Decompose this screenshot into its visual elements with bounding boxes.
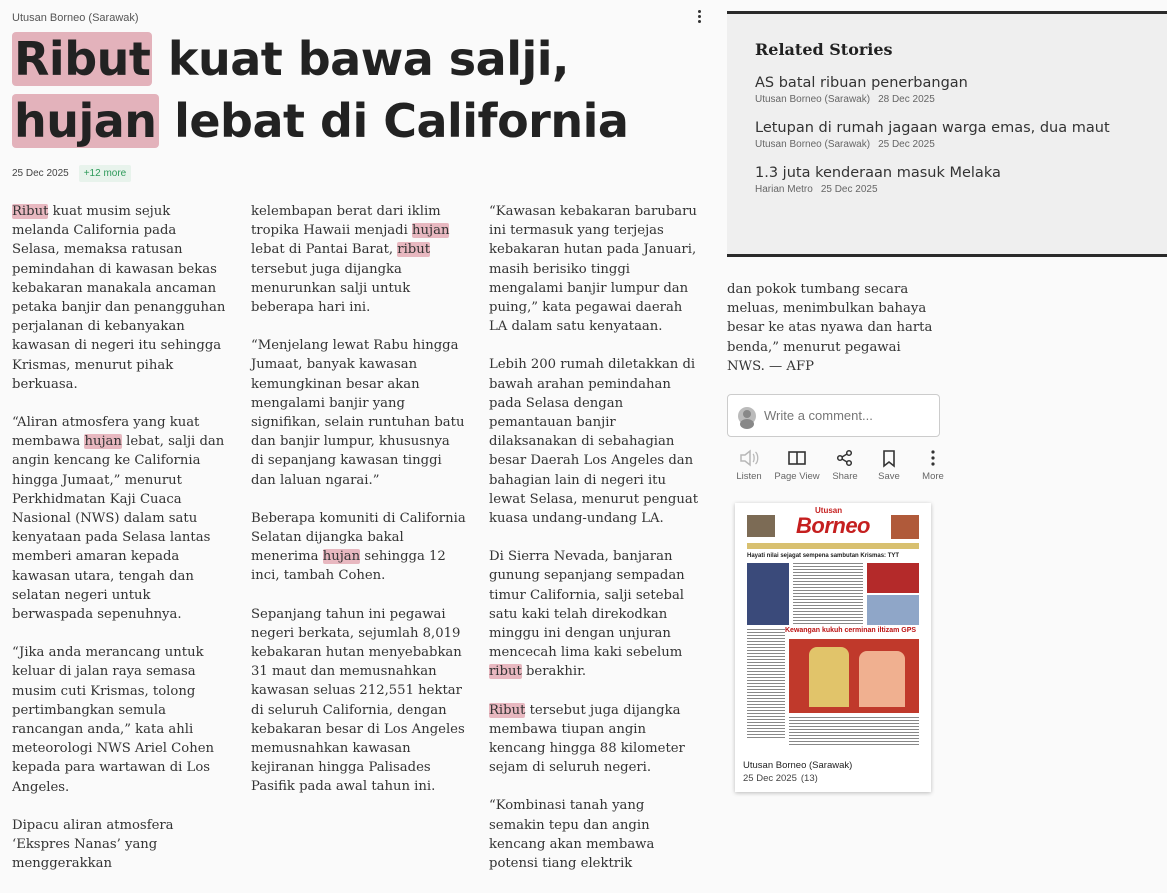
paragraph-text: berakhir. [521, 664, 587, 680]
newspaper-text-block [789, 717, 919, 745]
more-label: More [922, 471, 944, 482]
newspaper-photo [867, 563, 919, 593]
related-story[interactable] [755, 163, 1139, 195]
paragraph [12, 413, 227, 624]
related-story-meta [755, 94, 1139, 105]
keyword-highlight: Ribut [12, 204, 49, 219]
paragraph-text: lebat di Pantai Barat, [251, 242, 398, 258]
headline-text: lebat di California [158, 94, 629, 148]
related-stories-title: Related Stories [755, 40, 893, 59]
paragraph: Sepanjang tahun ini pegawai negeri berkata, sejumlah 8,019 kebakaran hutan menyebabkan 31 maut dan memusnahkan kawasan seluas 212,551 hektar di seluruh California, dengan kebakaran besar di Los Angeles memusnahkan kawasan kejiranan hingga Palisades Pasifik pada awal tahun ini. [251, 606, 465, 795]
newspaper-text-block [793, 563, 863, 625]
newspaper-thumbnail[interactable] [735, 503, 931, 792]
article-headline [12, 28, 702, 152]
paragraph-text: tersebut juga dijangka menurunkan salji untuk beberapa hari ini. [251, 261, 411, 316]
related-story-meta [755, 139, 1139, 150]
bookmark-icon [879, 449, 899, 467]
newspaper-photo-figure [809, 647, 849, 707]
paragraph [489, 547, 704, 681]
page-view-button[interactable] [771, 449, 823, 482]
related-story[interactable] [755, 73, 1139, 105]
save-button[interactable] [867, 449, 911, 482]
paragraph [251, 202, 466, 317]
newspaper-caption [735, 756, 931, 792]
newspaper-body [747, 561, 919, 751]
newspaper-masthead [735, 503, 931, 543]
paragraph: “Menjelang lewat Rabu hingga Jumaat, banyak kawasan kemungkinan besar akan mengalami banjir yang signifikan, selain runtuhan batu dan banjir lumpur, khususnya di sepanjang kawasan tinggi dan laluan ngarai.” [251, 338, 465, 488]
speaker-icon [739, 449, 759, 467]
page-view-label: Page View [774, 471, 820, 482]
paragraph-text: kuat musim sejuk melanda California pada Selasa, memaksa ratusan pemindahan di kawasan bekas kebakaran manakala ancaman petaka banjir dan penangguhan perjalanan di kebanyakan kawasan di negeri itu sehingga Krismas, menurut pihak berkuasa. [12, 204, 226, 392]
newspaper-headline: Hayati nilai sejagat sempena sambutan Krismas: TYT [747, 553, 900, 559]
newspaper-headline: Kewangan kukuh cerminan iltizam GPS [785, 627, 917, 634]
share-label: Share [832, 471, 858, 482]
related-story-title[interactable]: Letupan di rumah jagaan warga emas, dua maut [755, 120, 1110, 136]
paragraph [489, 701, 704, 778]
keyword-highlight: Ribut [489, 702, 526, 718]
related-story-source: Utusan Borneo (Sarawak) [755, 139, 871, 150]
related-story-title[interactable]: AS batal ribuan penerbangan [755, 75, 968, 91]
newspaper-photo [867, 595, 919, 625]
article-date: 25 Dec 2025 [12, 168, 69, 179]
newspaper-text-block [747, 629, 785, 739]
paragraph-text: sehingga 12 inci, tambah Cohen. [251, 549, 446, 584]
related-stories-panel [727, 11, 1167, 257]
headline-highlight: Ribut [14, 32, 151, 86]
article-toolbar [727, 449, 955, 482]
article-meta [12, 165, 131, 182]
headline-text: kuat bawa salji, [152, 32, 569, 86]
more-vertical-icon [923, 449, 943, 467]
keyword-highlight: hujan [322, 549, 361, 565]
newspaper-date-value: 25 Dec 2025 [743, 773, 797, 784]
listen-button[interactable] [727, 449, 771, 482]
newspaper-brand-small: Utusan [815, 506, 843, 515]
comment-input[interactable] [764, 408, 924, 423]
article-column-2 [251, 202, 466, 816]
paragraph: Lebih 200 rumah diletakkan di bawah arahan pemindahan pada Selasa dengan pemantauan banjir dilaksanakan di sebahagian besar Daerah Los Angeles dan bahagian lain di negeri itu lewat Selasa, menurut penguat kuasa undang-undang LA. [489, 357, 699, 527]
paragraph: Dipacu aliran atmosfera ‘Ekspres Nanas’ yang menggerakkan [12, 817, 174, 872]
newspaper-photo [747, 563, 789, 625]
book-open-icon [787, 449, 807, 467]
related-story-meta [755, 184, 1139, 195]
share-icon [835, 449, 855, 467]
paragraph-text: lebat, salji dan angin kencang ke California hingga Jumaat,” menurut Perkhidmatan Kaji Cuaca Nasional (NWS) dalam satu kenyataan pada Selasa lantas memberi amaran kepada kawasan utara, tengah dan selatan negeri untuk berwaspada sepenuhnya. [12, 434, 225, 623]
keyword-highlight: ribut [397, 242, 431, 258]
paragraph-text: “Aliran atmosfera yang kuat membawa [12, 415, 200, 450]
more-button[interactable] [911, 449, 955, 482]
article-column-1 [12, 202, 227, 893]
paragraph [251, 509, 466, 586]
related-story-source: Harian Metro [755, 184, 813, 195]
newspaper-date [743, 773, 923, 784]
newspaper-source: Utusan Borneo (Sarawak) [743, 760, 853, 771]
keyword-highlight: hujan [412, 223, 450, 239]
article-column-4 [727, 280, 942, 395]
share-button[interactable] [823, 449, 867, 482]
more-options-icon[interactable] [692, 8, 706, 28]
keyword-highlight: hujan [84, 434, 122, 450]
related-story-date: 25 Dec 2025 [878, 139, 935, 150]
paragraph-text: kelembapan berat dari iklim tropika Hawaii menjadi [251, 204, 441, 239]
keyword-highlight: ribut [489, 664, 522, 680]
paragraph: dan pokok tumbang secara meluas, menimbulkan bahaya besar ke atas nyawa dan harta benda,” menurut pegawai NWS. — AFP [727, 282, 933, 374]
paragraph-text: tersebut juga dijangka membawa tiupan angin kencang hingga 88 kilometer sejam di seluruh negeri. [489, 702, 685, 776]
related-story-source: Utusan Borneo (Sarawak) [755, 94, 871, 105]
user-avatar-icon [738, 407, 756, 425]
newspaper-page-count: (13) [800, 773, 818, 784]
newspaper-photo-figure [859, 651, 905, 707]
masthead-photo [747, 515, 775, 537]
comment-box[interactable] [727, 394, 940, 437]
article-source: Utusan Borneo (Sarawak) [12, 12, 139, 24]
paragraph-text: Beberapa komuniti di California Selatan dijangka bakal menerima [251, 510, 466, 565]
listen-label: Listen [736, 471, 762, 482]
masthead-photo [891, 515, 919, 539]
save-label: Save [878, 471, 900, 482]
related-story-date: 28 Dec 2025 [878, 94, 935, 105]
headline-highlight: hujan [14, 94, 157, 148]
paragraph-text: Di Sierra Nevada, banjaran gunung sepanjang sempadan timur California, salji setebal satu kaki telah direkodkan minggu ini dengan unjuran mencecah lima kaki sebelum [489, 549, 685, 661]
more-editions-badge[interactable]: +12 more [79, 165, 132, 182]
related-story-title[interactable]: 1.3 juta kenderaan masuk Melaka [755, 165, 1001, 181]
newspaper-brand: Borneo [796, 513, 870, 538]
paragraph: “Kawasan kebakaran barubaru ini termasuk yang terjejas kebakaran hutan pada Januari, masih berisiko tinggi mengalami banjir lumpur dan puing,” kata pegawai daerah LA dalam satu kenyataan. [489, 204, 697, 335]
article-column-3 [489, 202, 704, 892]
related-story-date: 25 Dec 2025 [820, 184, 878, 195]
paragraph: “Kombinasi tanah yang semakin tepu dan angin kencang akan membawa potensi tiang elektrik [489, 798, 655, 872]
paragraph: “Jika anda merancang untuk keluar di jalan raya semasa musim cuti Krismas, tolong pertimbangkan semula rancangan anda,” kata ahli meteorologi NWS Ariel Cohen kepada para wartawan di Los Angeles. [12, 645, 215, 795]
related-story[interactable] [755, 118, 1139, 150]
paragraph [12, 202, 227, 394]
newspaper-strip [747, 543, 919, 549]
